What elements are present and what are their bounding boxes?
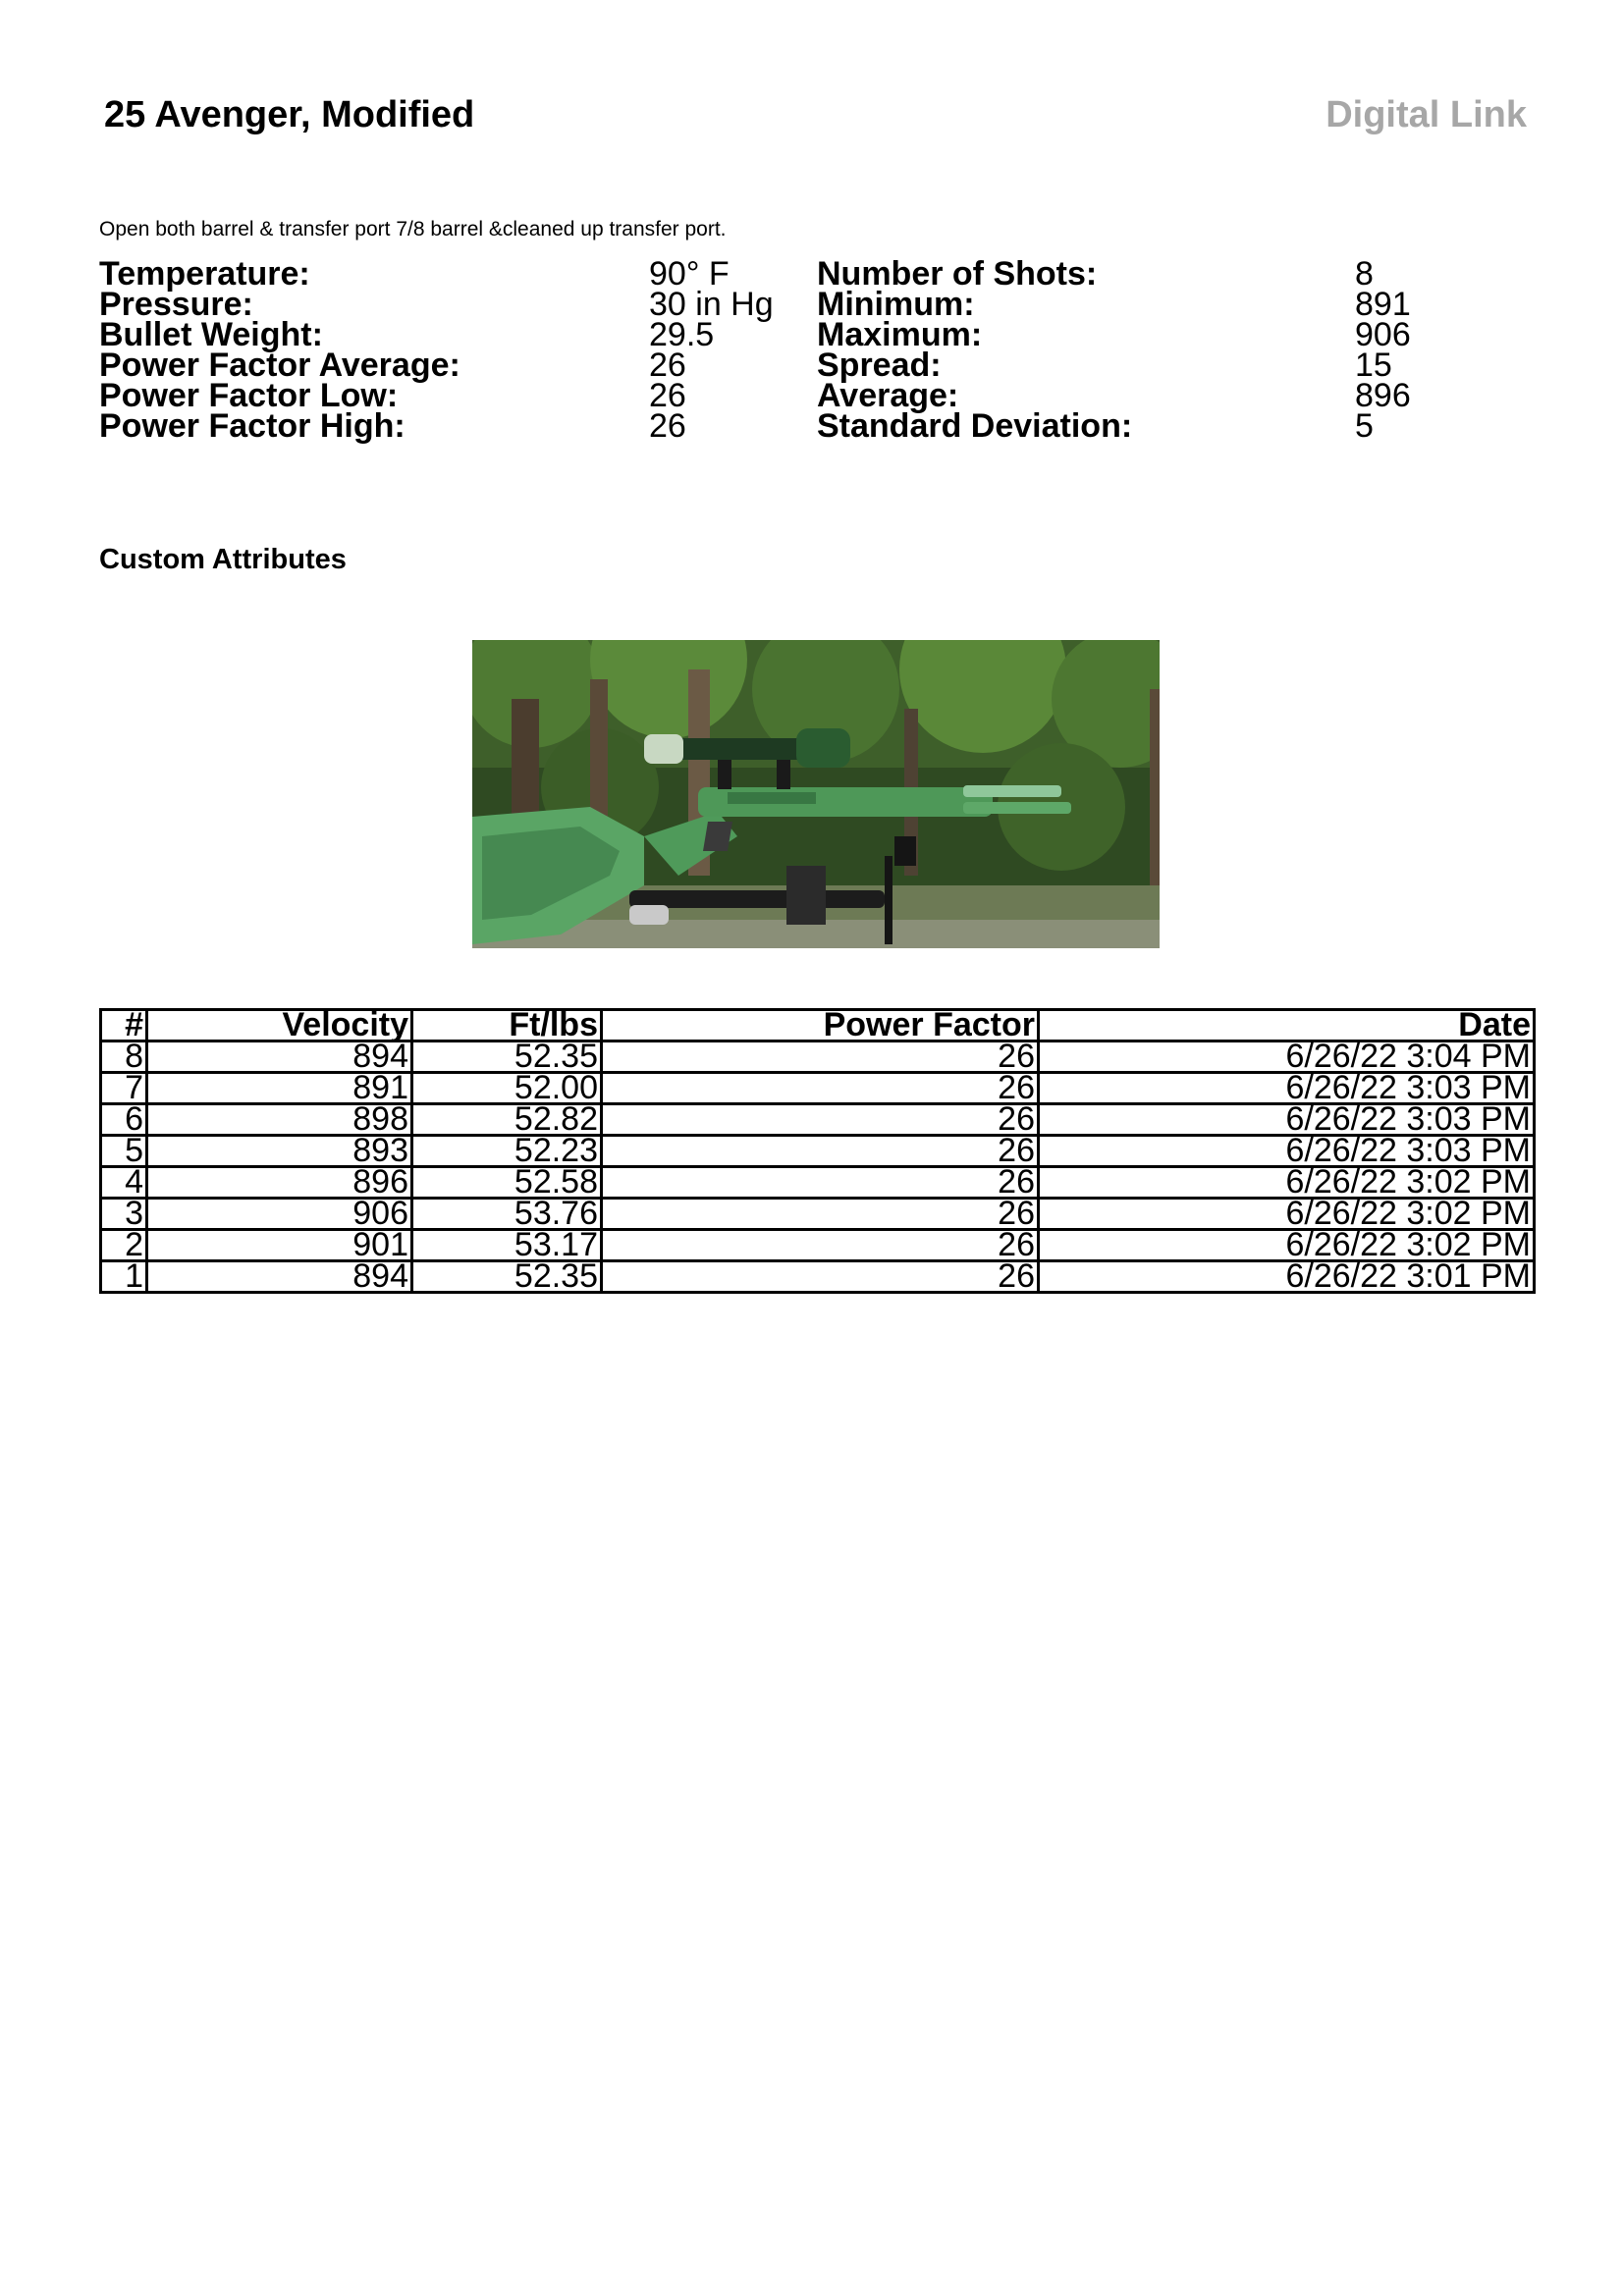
table-row [101, 1136, 1535, 1167]
stat-standard-deviation [817, 407, 1411, 445]
stat-label: Maximum: [817, 316, 983, 353]
cell-number: 3 [101, 1199, 147, 1230]
cell-velocity: 894 [147, 1041, 412, 1073]
stat-label: Average: [817, 377, 959, 414]
cell-power-factor: 26 [602, 1136, 1039, 1167]
cell-power-factor: 26 [602, 1041, 1039, 1073]
stat-label: Power Factor High: [99, 407, 406, 445]
stat-power-factor-high [99, 407, 774, 445]
cell-number: 8 [101, 1041, 147, 1073]
cell-date: 6/26/22 3:03 PM [1039, 1104, 1535, 1136]
table-header-row [101, 1010, 1535, 1041]
stat-label: Standard Deviation: [817, 407, 1133, 445]
stat-value: 8 [1355, 255, 1374, 293]
cell-power-factor: 26 [602, 1261, 1039, 1293]
stat-value: 891 [1355, 286, 1411, 323]
col-header-date: Date [1039, 1010, 1535, 1041]
air-rifle-photo [472, 640, 1160, 948]
stats-left-block [99, 255, 774, 445]
cell-power-factor: 26 [602, 1073, 1039, 1104]
stat-label: Power Factor Average: [99, 347, 460, 384]
col-header-number: # [101, 1010, 147, 1041]
stat-value: 26 [649, 407, 686, 445]
cell-velocity: 896 [147, 1167, 412, 1199]
stat-label: Number of Shots: [817, 255, 1098, 293]
table-row [101, 1261, 1535, 1293]
table-row [101, 1230, 1535, 1261]
cell-velocity: 891 [147, 1073, 412, 1104]
cell-ftlbs: 52.35 [412, 1041, 602, 1073]
stat-value: 906 [1355, 316, 1411, 353]
cell-power-factor: 26 [602, 1104, 1039, 1136]
cell-number: 5 [101, 1136, 147, 1167]
cell-ftlbs: 52.00 [412, 1073, 602, 1104]
stat-value: 29.5 [649, 316, 715, 353]
stat-label: Bullet Weight: [99, 316, 323, 353]
col-header-velocity: Velocity [147, 1010, 412, 1041]
stat-label: Pressure: [99, 286, 253, 323]
stat-label: Temperature: [99, 255, 310, 293]
cell-date: 6/26/22 3:04 PM [1039, 1041, 1535, 1073]
cell-ftlbs: 52.23 [412, 1136, 602, 1167]
cell-date: 6/26/22 3:02 PM [1039, 1167, 1535, 1199]
cell-number: 6 [101, 1104, 147, 1136]
stat-label: Power Factor Low: [99, 377, 399, 414]
cell-velocity: 893 [147, 1136, 412, 1167]
cell-power-factor: 26 [602, 1167, 1039, 1199]
cell-ftlbs: 52.82 [412, 1104, 602, 1136]
stat-value: 26 [649, 347, 686, 384]
cell-velocity: 898 [147, 1104, 412, 1136]
cell-velocity: 901 [147, 1230, 412, 1261]
stat-label: Spread: [817, 347, 942, 384]
cell-date: 6/26/22 3:02 PM [1039, 1230, 1535, 1261]
col-header-power-factor: Power Factor [602, 1010, 1039, 1041]
cell-ftlbs: 53.17 [412, 1230, 602, 1261]
table-row [101, 1104, 1535, 1136]
cell-date: 6/26/22 3:03 PM [1039, 1073, 1535, 1104]
shots-table [99, 1008, 1536, 1294]
stat-value: 896 [1355, 377, 1411, 414]
col-header-ftlbs: Ft/lbs [412, 1010, 602, 1041]
cell-ftlbs: 52.58 [412, 1167, 602, 1199]
stats-right-block [817, 255, 1411, 445]
stat-value: 15 [1355, 347, 1392, 384]
stat-value: 90° F [649, 255, 730, 293]
report-title: 25 Avenger, Modified [104, 94, 475, 135]
brand-logo-text: Digital Link [1325, 94, 1527, 135]
custom-attributes-heading: Custom Attributes [99, 544, 347, 575]
table-row [101, 1041, 1535, 1073]
cell-velocity: 906 [147, 1199, 412, 1230]
cell-ftlbs: 53.76 [412, 1199, 602, 1230]
cell-number: 7 [101, 1073, 147, 1104]
cell-power-factor: 26 [602, 1199, 1039, 1230]
cell-date: 6/26/22 3:02 PM [1039, 1199, 1535, 1230]
cell-velocity: 894 [147, 1261, 412, 1293]
report-note: Open both barrel & transfer port 7/8 barrel &cleaned up transfer port. [99, 218, 727, 240]
stat-label: Minimum: [817, 286, 975, 323]
stat-value: 30 in Hg [649, 286, 774, 323]
cell-number: 1 [101, 1261, 147, 1293]
cell-number: 4 [101, 1167, 147, 1199]
cell-power-factor: 26 [602, 1230, 1039, 1261]
cell-date: 6/26/22 3:01 PM [1039, 1261, 1535, 1293]
cell-number: 2 [101, 1230, 147, 1261]
table-row [101, 1167, 1535, 1199]
stat-value: 26 [649, 377, 686, 414]
table-row [101, 1199, 1535, 1230]
table-row [101, 1073, 1535, 1104]
cell-ftlbs: 52.35 [412, 1261, 602, 1293]
cell-date: 6/26/22 3:03 PM [1039, 1136, 1535, 1167]
stat-value: 5 [1355, 407, 1374, 445]
